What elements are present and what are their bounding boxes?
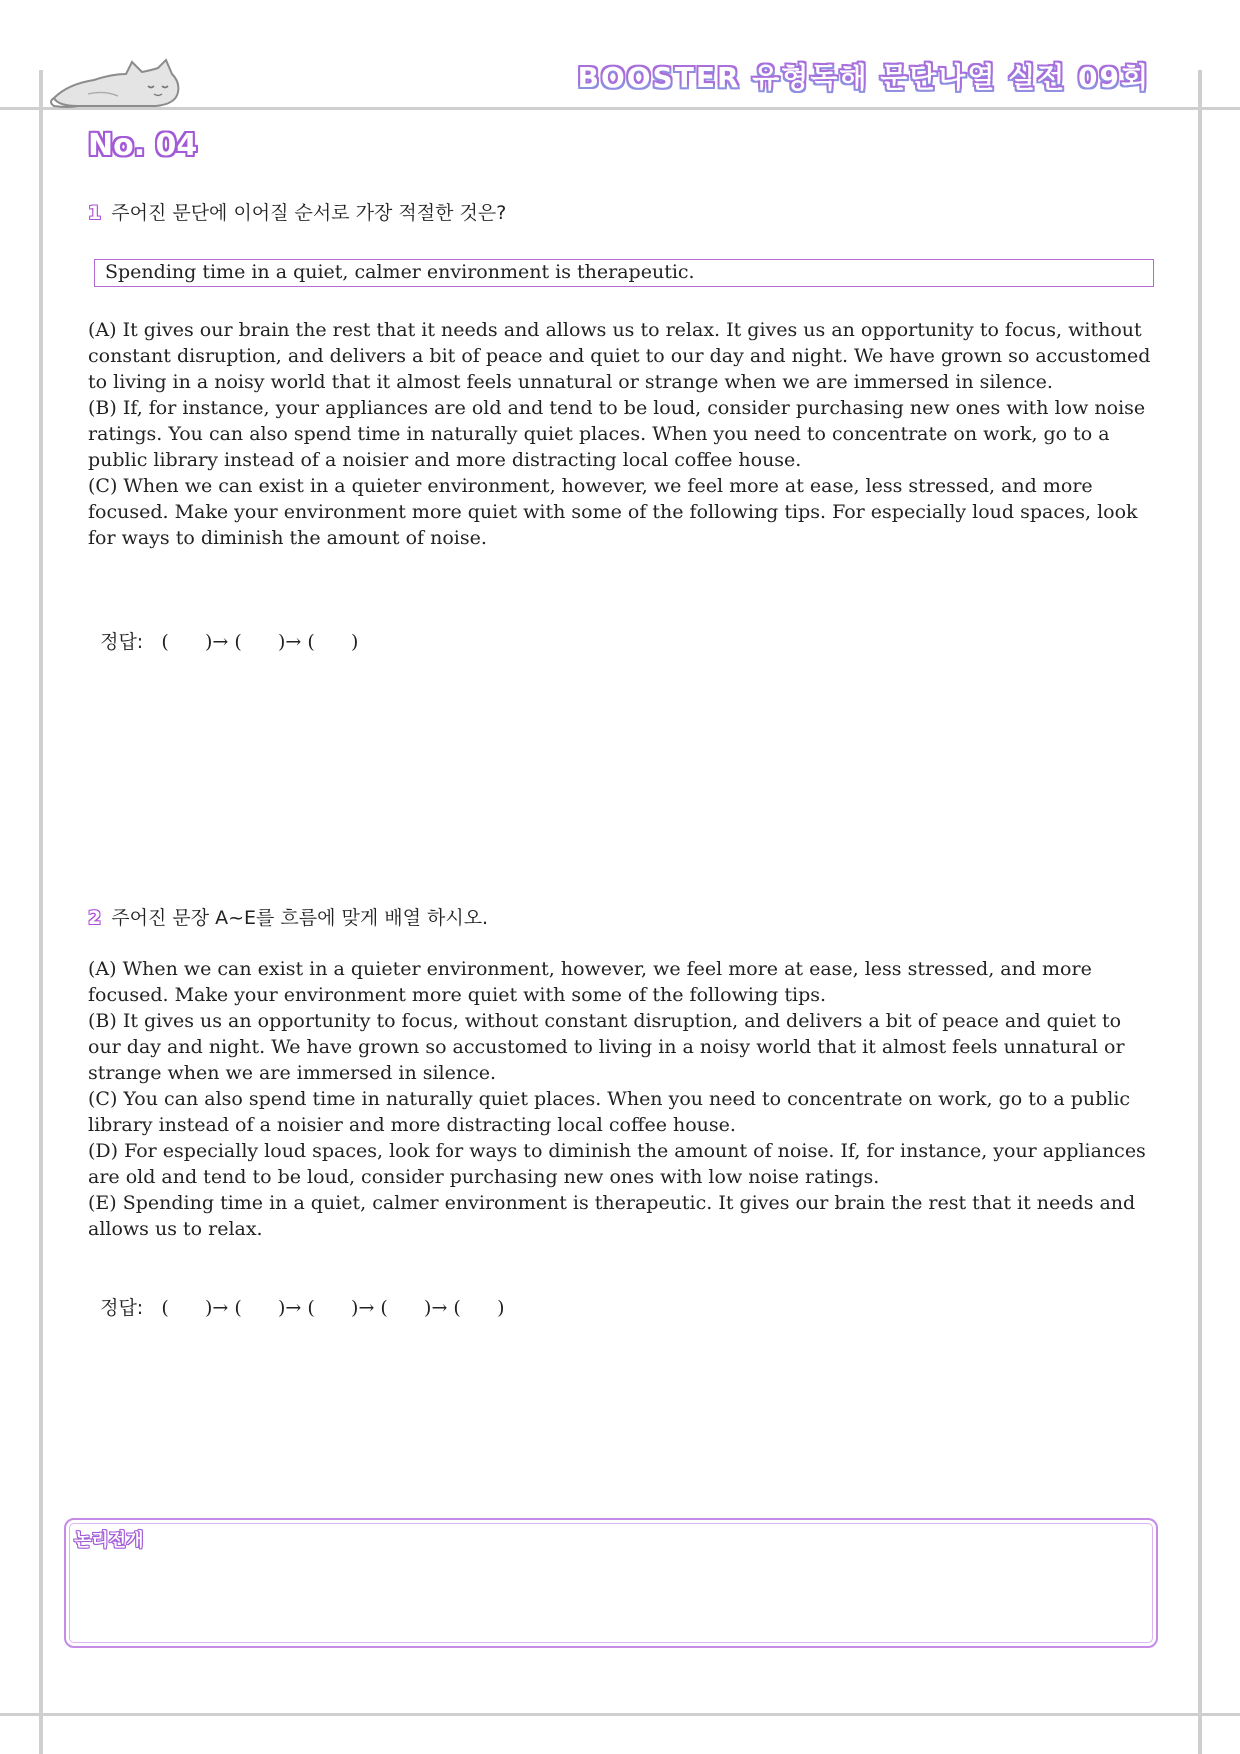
footer-rule: [0, 1713, 1240, 1716]
paragraph-a: (A) It gives our brain the rest that it needs and allows us to relax. It gives us an opportunity to focus, without constant disruption, and delivers a bit of peace and quiet to our day and night. We have grown so accustomed to living in a noisy world that it almost feels unnatural or strange when we are immersed in silence.: [88, 319, 1151, 393]
question-2-prompt: [88, 903, 488, 930]
paragraph-c: (C) When we can exist in a quieter environment, however, we feel more at ease, less stressed, and more focused. Make your environment more quiet with some of the following tips. For especially loud spaces, look for ways to diminish the amount of noise.: [88, 475, 1138, 549]
set-number: No. 04: [88, 128, 198, 163]
question-1-answer: [88, 605, 358, 654]
sleeping-cat-logo: [48, 54, 184, 110]
logic-notes-label: 논리전개: [74, 1530, 144, 1551]
question-2-text: 주어진 문장 A~E를 흐름에 맞게 배열 하시오.: [111, 907, 489, 929]
left-margin-rule: [39, 70, 43, 1754]
header-rule: [0, 107, 1240, 110]
question-1-text: 주어진 문단에 이어질 순서로 가장 적절한 것은?: [111, 202, 507, 224]
sentence-e: (E) Spending time in a quiet, calmer environment is therapeutic. It gives our brain the rest that it needs and allows us to relax.: [88, 1192, 1136, 1240]
question-2-answer: [88, 1271, 505, 1320]
answer-label: 정답:: [100, 1297, 144, 1319]
worksheet-title: BOOSTER 유형독해 문단나열 실전 09회: [578, 56, 1150, 96]
answer-label: 정답:: [100, 631, 144, 653]
question-2-paragraphs: [88, 956, 1158, 1242]
answer-blanks: ( )→ ( )→ ( )→ ( )→ ( ): [161, 1297, 505, 1319]
question-2-number: 2: [88, 907, 102, 929]
sentence-d: (D) For especially loud spaces, look for ways to diminish the amount of noise. If, for instance, your appliances are old and tend to be loud, consider purchasing new ones with low noise ratings.: [88, 1140, 1146, 1188]
question-1-paragraphs: [88, 317, 1158, 551]
answer-blanks: ( )→ ( )→ ( ): [161, 631, 359, 653]
sentence-a: (A) When we can exist in a quieter environment, however, we feel more at ease, less stressed, and more focused. Make your environment more quiet with some of the following tips.: [88, 958, 1092, 1006]
right-margin-rule: [1198, 70, 1202, 1754]
paragraph-b: (B) If, for instance, your appliances are old and tend to be loud, consider purchasing new ones with low noise ratings. You can also spend time in naturally quiet places. When you need to concentrate on work, go to a public library instead of a noisier and more distracting local coffee house.: [88, 397, 1146, 471]
question-1-number: 1: [88, 202, 102, 224]
question-1-prompt: [88, 198, 506, 225]
logic-notes-box[interactable]: [64, 1518, 1158, 1648]
sentence-c: (C) You can also spend time in naturally quiet places. When you need to concentrate on work, go to a public library instead of a noisier and more distracting local coffee house.: [88, 1088, 1131, 1136]
sentence-b: (B) It gives us an opportunity to focus, without constant disruption, and delivers a bit of peace and quiet to our day and night. We have grown so accustomed to living in a noisy world that it almost feels unnatural or strange when we are immersed in silence.: [88, 1010, 1125, 1084]
given-sentence-box: Spending time in a quiet, calmer environment is therapeutic.: [94, 259, 1154, 287]
